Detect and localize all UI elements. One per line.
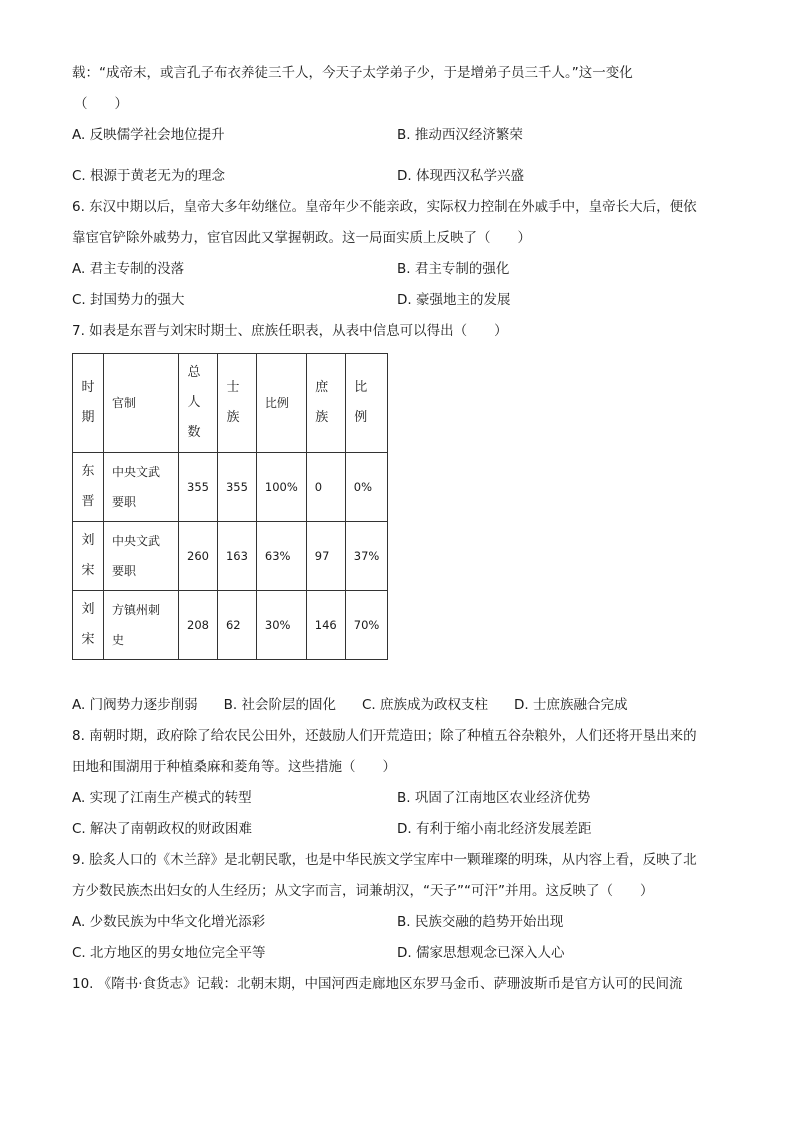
- cell-office: 中央文武 要职: [104, 453, 179, 522]
- q7-stem: 7. 如表是东晋与刘宋时期士、庶族任职表，从表中信息可以得出（ ）: [72, 323, 508, 339]
- cell-shu-ratio: 70%: [345, 591, 388, 660]
- header-period: 时期: [73, 354, 104, 453]
- cell-period: 刘宋: [73, 591, 104, 660]
- q5-blank: （ ）: [74, 96, 128, 112]
- q8-options-row1: [72, 783, 722, 814]
- q8-options-row2: [72, 814, 722, 845]
- q7-option-d[interactable]: D. 士庶族融合完成: [513, 697, 628, 713]
- header-shu-ratio: 比例: [345, 354, 388, 453]
- cell-shi: 355: [217, 453, 256, 522]
- cell-total: 355: [179, 453, 218, 522]
- header-shi-ratio: 比例: [256, 354, 306, 453]
- cell-shi: 163: [217, 522, 256, 591]
- q5-option-b[interactable]: B. 推动西汉经济繁荣: [397, 127, 523, 143]
- q9-option-b[interactable]: B. 民族交融的趋势开始出现: [397, 914, 564, 930]
- table-row: [73, 591, 388, 660]
- q7-option-c[interactable]: C. 庶族成为政权支柱: [361, 697, 488, 713]
- cell-office: 中央文武 要职: [104, 522, 179, 591]
- cell-office: 方镇州刺 史: [104, 591, 179, 660]
- q9-option-d[interactable]: D. 儒家思想观念已深入人心: [397, 945, 565, 961]
- q8-option-b[interactable]: B. 巩固了江南地区农业经济优势: [397, 790, 591, 806]
- q6-option-a[interactable]: A. 君主专制的没落: [72, 261, 185, 277]
- q5-options-row1: [72, 120, 722, 151]
- q8-option-d[interactable]: D. 有利于缩小南北经济发展差距: [397, 821, 592, 837]
- q5-stem: 载：“成帝末，或言孔子布衣养徒三千人，今天子太学弟子少，于是增弟子员三千人。”这一变化: [72, 65, 633, 81]
- header-total: 总人数: [179, 354, 218, 453]
- q6-option-c[interactable]: C. 封国势力的强大: [72, 292, 185, 308]
- header-shi: 士族: [217, 354, 256, 453]
- q8-stem-line1: 8. 南朝时期，政府除了给农民公田外，还鼓励人们开荒造田；除了种植五谷杂粮外，人们还将开垦出来的: [72, 728, 697, 744]
- cell-total: 260: [179, 522, 218, 591]
- q8-option-a[interactable]: A. 实现了江南生产模式的转型: [72, 790, 252, 806]
- header-office: 官制: [104, 354, 179, 453]
- q6-options-row2: [72, 285, 722, 316]
- q7-option-a[interactable]: A. 门阀势力逐步削弱: [72, 697, 198, 713]
- exam-page: [72, 58, 722, 1000]
- table-row: [73, 522, 388, 591]
- table-row: [73, 453, 388, 522]
- q9-options-row1: [72, 907, 722, 938]
- cell-shi: 62: [217, 591, 256, 660]
- q10-stem-line1: 10. 《隋书·食货志》记载：北朝末期，中国河西走廊地区东罗马金币、萨珊波斯币是官方认可的民间流: [72, 976, 683, 992]
- cell-total: 208: [179, 591, 218, 660]
- q6-options-row1: [72, 254, 722, 285]
- q7-table: [72, 353, 388, 660]
- cell-shu-ratio: 37%: [345, 522, 388, 591]
- cell-period: 东晋: [73, 453, 104, 522]
- q9-stem-line2: 方少数民族杰出妇女的人生经历；从文字而言，词兼胡汉，“天子”“可汗”并用。这反映了（ ）: [72, 883, 654, 899]
- q9-option-c[interactable]: C. 北方地区的男女地位完全平等: [72, 945, 266, 961]
- q9-stem-line1: 9. 脍炙人口的《木兰辞》是北朝民歌，也是中华民族文学宝库中一颗璀璨的明珠，从内容上看，反映了北: [72, 852, 697, 868]
- q7-option-b[interactable]: B. 社会阶层的固化: [223, 697, 336, 713]
- q8-stem-line2: 田地和围湖用于种植桑麻和菱角等。这些措施（ ）: [72, 759, 396, 775]
- q5-option-d[interactable]: D. 体现西汉私学兴盛: [397, 168, 524, 184]
- cell-period: 刘宋: [73, 522, 104, 591]
- q5-option-a[interactable]: A. 反映儒学社会地位提升: [72, 127, 225, 143]
- q7-options: [72, 690, 722, 721]
- cell-shi-ratio: 100%: [256, 453, 306, 522]
- cell-shu-ratio: 0%: [345, 453, 388, 522]
- cell-shi-ratio: 63%: [256, 522, 306, 591]
- q6-stem-line2: 靠宦官铲除外戚势力，宦官因此又掌握朝政。这一局面实质上反映了（ ）: [72, 230, 531, 246]
- table-header-row: [73, 354, 388, 453]
- cell-shi-ratio: 30%: [256, 591, 306, 660]
- q8-option-c[interactable]: C. 解决了南朝政权的财政困难: [72, 821, 253, 837]
- cell-shu: 146: [306, 591, 345, 660]
- cell-shu: 97: [306, 522, 345, 591]
- q5-options-row2: [72, 161, 722, 192]
- cell-shu: 0: [306, 453, 345, 522]
- q9-options-row2: [72, 938, 722, 969]
- q6-option-d[interactable]: D. 豪强地主的发展: [397, 292, 511, 308]
- q9-option-a[interactable]: A. 少数民族为中华文化增光添彩: [72, 914, 266, 930]
- header-shu: 庶族: [306, 354, 345, 453]
- q6-stem-line1: 6. 东汉中期以后，皇帝大多年幼继位。皇帝年少不能亲政，实际权力控制在外戚手中，皇帝长大后，便依: [72, 199, 697, 215]
- q6-option-b[interactable]: B. 君主专制的强化: [397, 261, 510, 277]
- q5-option-c[interactable]: C. 根源于黄老无为的理念: [72, 168, 226, 184]
